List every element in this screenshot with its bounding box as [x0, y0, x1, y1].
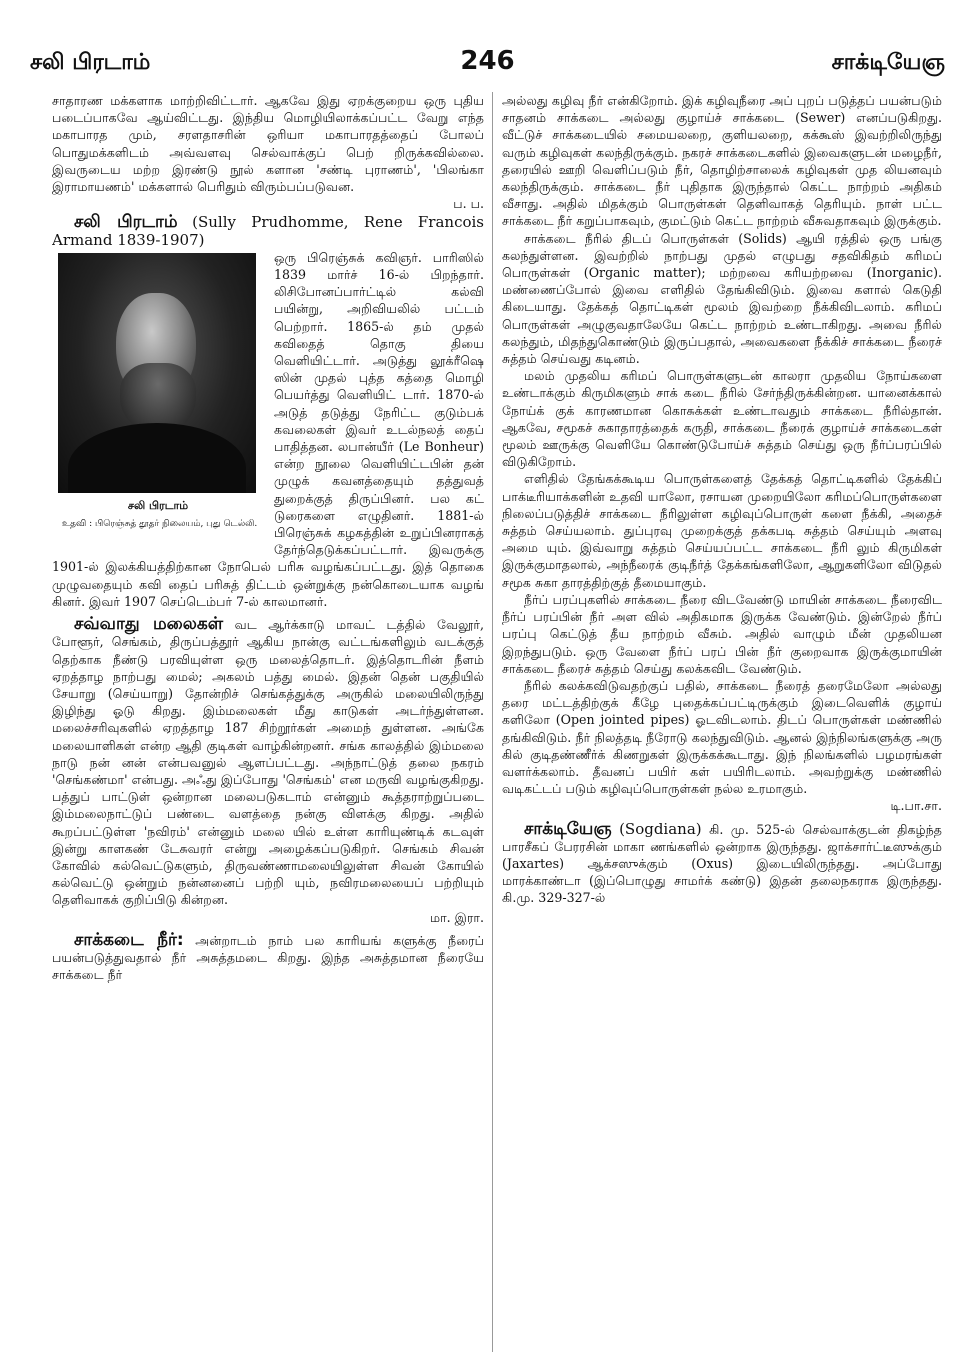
page-number: 246	[460, 46, 515, 76]
entry-body: வட ஆர்க்காடு மாவட் டத்தில் வேலூர், போளூர், செங்கம், திருப்பத்தூர் ஆகிய நான்கு வட்டங்களிலும் வடக்குத் தெற்காக நீண்டு பரவியுள்ள ஒரு மலைத்தொடர். இத்தொடரின் நீளம் ஏறத்தாழ நாற்பது மைல்; அகலம் பத்து மைல். இதன் தென் பகுதியில் சேயாறு (செய்யாறு) தோன்றிச் செங்கத்துக்கு அருகில் மலையிலிருந்து இழிந்து ஓடு கிறது. இம்மலைகள் மீது காடுகள் அடர்ந்துள்ளன. மலைச்சரிவுகளில் ஏறத்தாழ 187 சிற்றூர்கள் அமைந் துள்ளன. அங்கே மலையாளிகள் என்ற ஆதி குடிகள் வாழ்கின்றனர். சங்க காலத்தில் இம்மலை நாடு நன் னன் என்பவனுல் ஆளப்பட்டது. அந்நாட்டுத் தலை நகரம் 'செங்கண்மா' என்பது. அஃது இப்போது 'செங்கம்' என மருவி வழங்குகிறது. பத்துப் பாட்டுள் ஒன்றான மலைபடுகடாம் என்னும் கூத்தராற்றுப்படை இம்மலைநாட்டுப் பண்டை வளத்தை நன்கு விளக்கு கிறது. அதில் கூறப்பட்டுள்ள 'நவிரம்' என்னும் மலை யில் உள்ள காரியுண்டிக் கடவுள் இன்று காளகண் டேசுவரர் என்று அழைக்கப்படுகிறர். செங்கம் சிவன் கோவில் கல்வெட்டுகளும், திருவண்ணாமலையிலுள்ள சிவன் கோயில் கல்வெட்டு ஒன்றும் நன்னனைப் பற்றி யும், நவிரமலையைப் பற்றியும் தெளிவாகக் குறிப்பிடு கின்றன.	[52, 617, 484, 908]
column-divider	[492, 92, 493, 1352]
paragraph: நீரில் கலக்கவிடுவதற்குப் பதில், சாக்கடை நீரைத் தரைமேலோ அல்லது தரை மட்டத்திற்குக் கீழே புதைக்கப்பட்டிருக்கும் இடைவெளிக் குழாய் களிலோ (Open jointed pipes) ஓடவிடலாம். திடப் பொருள்கள் மண்ணில் தங்கிவிடும். நீர் நிலத்தடி நீரோடு கலந்துவிடும். ஆனல் இந்நிலங்களுக்கு அரு கில் குடிதண்ணீர்க் கிணறுகள் இருக்கக்கூடாது. இந் நிலங்களில் பழமரங்கள் வளர்க்கலாம். தீவனப் பயிர் கள் பயிரிடலாம். அவற்றுக்கு மண்ணில் வடிகட்டப் படும் கழிவுப்பொருள்கள் நல்ல உரமாகும்.	[502, 677, 942, 797]
continued-paragraph: சாதாரண மக்களாக மாற்றிவிட்டார். ஆகவே இது ஏறக்குறைய ஒரு புதிய படைப்பாகவே ஆய்விட்டது. இந்திய மொழியிலாக்கப்பட்ட வேறு எந்த மகாபாரத மும், சரளதாசரின் ஒரியா மகாபாரதத்தைப் போலப் பொதுமக்களிடம் அவ்வளவு செல்வாக்குப் பெற் றிருக்கவில்லை. இவருடைய மற்ற இரண்டு நூல் களான 'சண்டி புராணம்', 'பிலங்கா இராமாயணம்' மக்களால் பெரிதும் விரும்பப்படுவன.	[52, 93, 484, 195]
figure-credit: உதவி : பிரெஞ்சுத் தூதர் நிலையம், புது டெல்லி.	[62, 518, 258, 529]
entry-body: ஒரு பிரெஞ்சுக் கவிஞர். பாரிஸில் 1839 மார்ச் 16-ல் பிறந்தார். லிசிபோனப்பார்ட்டில் கல்வி பயின்று, அறிவியலில் பட்டம் பெற்றார். 1865-ல் தம் முதல் கவிதைத் தொகு தியை வெளியிட்டார். அடுத்து லூக்ரீஷெ ஸின் முதல் புத்த கத்தை மொழி பெயர்த்து வெளியிட் டார். 1870-ல் அடுத் தடுத்து நேரிட்ட குடும்பக் கவலைகள் இவர் உடல்நலத் தைப் பாதித்தன. லபான்யீர் (Le Bonheur) என்ற நூலை வெளியிட்டபின் தன் முழுக் கவனத்தையும் தத்துவத் துறைக்குத் திருப்பினர். பல கட் டுரைகளை எழுதினர். 1881-ல் பிரெஞ்சுக் கழகத்தின் உறுப்பினராகத் தேர்ந்தெடுக்கப்பட்டார். இவருக்கு 1901-ல் இலக்கியத்திற்கான நோபெல் பரிசு வழங்கப்பட்டது. இத் தொகை முழுவதையும் கவி தைப் பரிசுத் திட்டம் ஒன்றுக்கு நன்கொடையாக வழங் கினர். இவர் 1907 செப்டெம்பர் 7-ல் காலமானர்.	[52, 249, 484, 609]
paragraph: மலம் முதலிய கரிமப் பொருள்களுடன் காலரா முதலிய நோய்களை உண்டாக்கும் கிருமிகளும் சாக் கடை நீரில் சேர்ந்திருக்கின்றன. யானைக்கால் நோய்க் குக் காரணமான கொசுக்கள் உண்டாவதும் சாக்கடை நீரில்தான். ஆகவே, சமூகச் சுகாதாரத்தைக் கருதி, சாக்கடை நீரைக் குழாய்ச் சாக்கடைகள் மூலம் ஊருக்கு வெளியே கொண்டுபோய்ச் சுத்தம் செய்து ஒரு நீர்ப்பரப்பில் விடுகிறோம்.	[502, 368, 942, 470]
entry-latin-name: (Sogdiana)	[619, 819, 702, 838]
left-column	[52, 92, 484, 1354]
entry-sully-prudhomme	[52, 214, 484, 248]
entry-body: அன்றாடம் நாம் பல காரியங் களுக்கு நீரைப் பயன்படுத்துவதால் நீர் அசுத்தமடை கிறது. இந்த அசுத்தமான நீரையே சாக்கடை நீர்	[52, 932, 484, 983]
author-initials: மா. இரா.	[429, 909, 484, 925]
header-left-term: சலி பிரடாம்	[30, 50, 151, 75]
entry-latin-name: (Sully Prudhomme, Rene Francois Armand 1839-1907)	[52, 213, 484, 249]
entry-savvadhu-malaigal	[52, 616, 484, 908]
entry-sogdiana	[502, 818, 942, 907]
entry-heading: சாக்டியேஞ	[524, 818, 612, 839]
right-column	[502, 92, 942, 1354]
author-initials: ப. ப.	[453, 196, 484, 212]
entry-sakkadai-neer	[52, 929, 484, 984]
paragraph: நீர்ப் பரப்புகளில் சாக்கடை நீரை விடவேண்டு மாயின் சாக்கடை நீரைவிட நீர்ப் பரப்பின் நீர் அள வில் அதிகமாக இருக்க வேண்டும். இன்றேல் நீர்ப் பரப்பு கெட்டுத் தீய நாற்றம் வீசும். அதில் வாழும் மீன் முதலியன இறந்துபடும். ஒரு வேளை நீர்ப் பரப் பின் நீர் குறைவாக இருக்குமாயின் சாக்கடை நீரைச் சுத்தம் செய்து கலக்கவிட வேண்டும்.	[502, 591, 942, 676]
entry-heading: சவ்வாது மலைகள்	[74, 614, 224, 635]
entry-body: கி. மு. 525-ல் செல்வாக்குடன் திகழ்ந்த பாரசீகப் பேரரசின் மாகா ணங்களில் ஒன்றாக இருந்தது. ஜாக்சார்ட்டீஸுக்கும் (Jaxartes) ஆக்சஸுக்கும் (Oxus) இடையிலிருந்தது. அப்போது மாரக்காண்டா (இப்பொழுது சாமர்க் கண்டு) இதன் தலைநகராக இருந்தது. கி.மு. 329-327-ல்	[502, 821, 942, 906]
portrait-photo	[58, 253, 256, 493]
figure-caption: சலி பிரடாம்	[127, 498, 189, 512]
author-initials: டி.பா.சா.	[890, 798, 942, 814]
portrait-figure	[54, 253, 262, 553]
paragraph: எளிதில் தேங்கக்கூடிய பொருள்களைத் தேக்கத் தொட்டிகளில் தேக்கிப் பாக்டீரியாக்களின் உதவி யாலோ, ரசாயன முறையிலோ கரிமப்பொருள்களை நிலைப்படுத்திச் சாக்கடை நீரிலுள்ள கழிவுப்பொருள் களை நீக்கி, அதைச் சுத்தம் செய்யலாம். துப்புரவு முறைக்குத் தக்கபடி சுத்தம் செய்யும் அளவு அமை யும். இவ்வாறு சுத்தம் செய்யப்பட்ட சாக்கடை நீரி லும் கிருமிகள் இருக்குமாதலால், அந்நீரைக் குடிநீர்த் தேக்கங்களிலோ, ஆறுகளிலோ விடுதல் சமூக சுகா தாரத்திற்குத் தீமையாகும்.	[502, 471, 942, 590]
paragraph: அல்லது கழிவு நீர் என்கிறோம். இக் கழிவுநீரை அப் புறப் படுத்தப் பயன்படும் சாதனம் சாக்கடை அல்லது குழாய்ச் சாக்கடை (Sewer) எனப்படுகிறது. வீட்டுச் சாக்கடையில் சமையலறை, குளியலறை, கக்கூஸ் இவற்றிலிருந்து வரும் கழிவுகள் கலந்திருக்கும். நகரச் சாக்கடைகளில் இவைகளுடன் மழைநீர், தரையில் ஊறி வெளிப்படும் நீர், தொழிற்சாலைக் கழிவுகள் முத லியனவும் கலந்திருக்கும். சாக்கடை நீர் புதிதாக இருந்தால் கெட்ட நாற்றம் அதிகம் வீசாது. அதில் மிதக்கும் பொருள்கள் தெளிவாகத் தெரியும். நாள் பட்ட சாக்கடை நீர் கறுப்பாகவும், குமட்டும் கெட்ட நாற்றம் வீசுவதாகவும் இருக்கும்.	[502, 93, 942, 229]
paragraph: சாக்கடை நீரில் திடப் பொருள்கள் (Solids) ஆயி ரத்தில் ஒரு பங்கு கலந்துள்ளன. இவற்றில் நாற்பது முதல் எழுபது சதவிகிதம் கரிமப் பொருள்கள் (Organic matter); மற்றவை கரியற்றவை (Inorganic). மண்ணைப்போல் இவை எளிதில் தேங்கிவிடும். இவை களால் கெடுதி கிடையாது. தேக்கத் தொட்டிகள் மூலம் இவற்றை நீக்கிவிடலாம். கரிமப் பொருள்கள் அழுகுவதாலேயே கெட்ட நாற்றம் உண்டாகிறது. அவை நீரில் கலந்தும், மிதந்துகொண்டும் இருப்பதால், அவைகளை நீக்கிச் சாக்கடை நீரைச் சுத்தம் செய்வது கடினம்.	[502, 230, 942, 367]
entry-heading: சாக்கடை நீர்:	[74, 929, 184, 950]
entry-heading: சலி பிரடாம்	[74, 212, 178, 233]
running-header	[30, 46, 945, 90]
header-right-term: சாக்டியேஞ	[831, 50, 945, 75]
